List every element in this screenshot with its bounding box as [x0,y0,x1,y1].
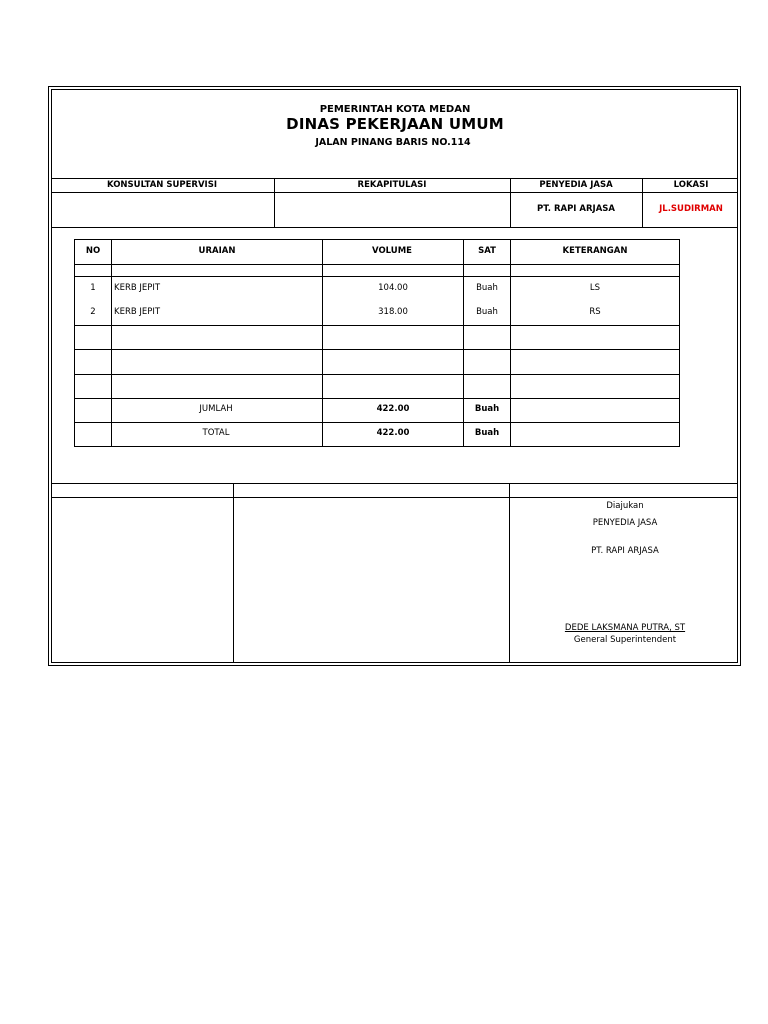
table-row-line [74,374,680,375]
info-divider-1 [274,178,275,227]
col-header-volume: VOLUME [372,246,412,256]
cell-uraian: KERB JEPIT [114,283,161,293]
info-divider-2 [510,178,511,227]
label-rekapitulasi: REKAPITULASI [357,180,427,190]
table-col-line-1 [111,239,112,447]
signature-title: General Superintendent [573,635,677,645]
value-lokasi: JL.SUDIRMAN [659,204,723,214]
table-row-line [74,264,680,265]
label-lokasi: LOKASI [673,180,709,190]
info-mid-line [51,192,738,193]
header-government: PEMERINTAH KOTA MEDAN [319,104,471,115]
cell-uraian: KERB JEPIT [114,307,161,317]
header-address: JALAN PINANG BARIS NO.114 [315,137,471,148]
signature-top-line [51,483,738,484]
info-bottom-line [51,227,738,228]
jumlah-label: JUMLAH [199,404,233,414]
cell-no: 1 [90,283,96,293]
signature-name: DEDE LAKSMANA PUTRA, ST [564,623,686,633]
col-header-keterangan: KETERANGAN [562,246,628,256]
cell-keterangan: LS [589,283,601,293]
cell-no: 2 [90,307,96,317]
cell-volume: 318.00 [378,307,408,317]
table-col-line-3 [463,239,464,447]
info-divider-3 [642,178,643,227]
signature-divider-2 [509,483,510,663]
table-row-line [74,325,680,326]
cell-sat: Buah [476,307,498,317]
col-header-no: NO [85,246,101,256]
jumlah-sat: Buah [474,404,500,414]
table-row-line [74,398,680,399]
table-row-line [74,349,680,350]
table-row-line [74,276,680,277]
table-row-line [74,422,680,423]
label-penyedia-jasa: PENYEDIA JASA [539,180,613,190]
header-department: DINAS PEKERJAAN UMUM [286,115,504,133]
total-sat: Buah [474,428,500,438]
info-top-line [51,178,738,179]
table-col-line-2 [322,239,323,447]
signature-role: PENYEDIA JASA [592,518,658,528]
value-penyedia-jasa: PT. RAPI ARJASA [537,204,615,214]
total-volume: 422.00 [376,428,410,438]
cell-keterangan: RS [589,307,601,317]
signature-company: PT. RAPI ARJASA [591,546,659,556]
recap-table [74,239,680,447]
col-header-sat: SAT [478,246,496,256]
label-konsultan: KONSULTAN SUPERVISI [107,180,217,190]
col-header-uraian: URAIAN [198,246,236,256]
signature-divider-1 [233,483,234,663]
jumlah-volume: 422.00 [376,404,410,414]
signature-diajukan: Diajukan [606,501,644,511]
cell-sat: Buah [476,283,498,293]
table-col-line-4 [510,239,511,447]
cell-volume: 104.00 [378,283,408,293]
signature-mid-line [51,497,738,498]
total-label: TOTAL [202,428,230,438]
